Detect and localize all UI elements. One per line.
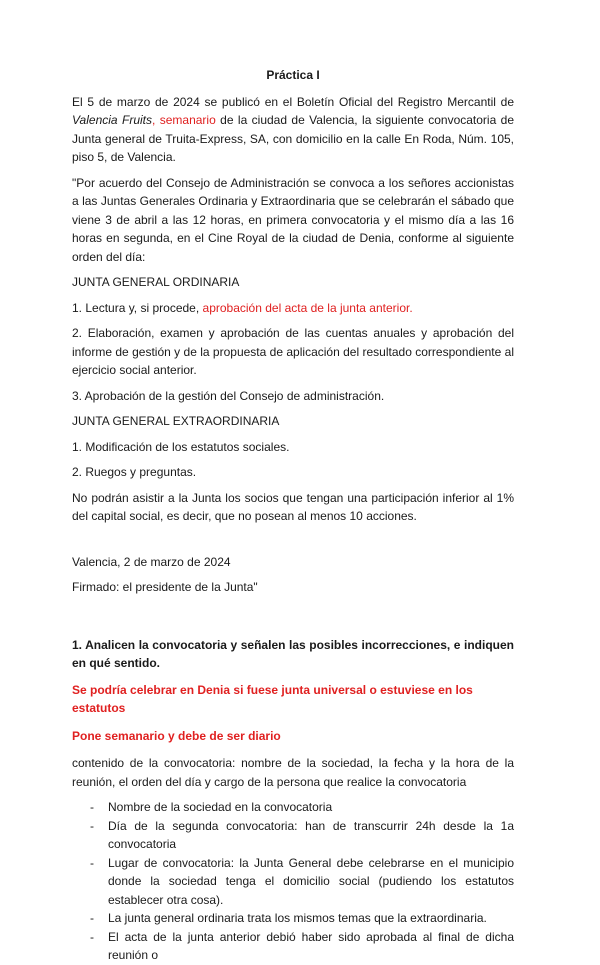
ordinaria-item-1 xyxy=(72,299,514,318)
page-title: Práctica I xyxy=(266,68,320,82)
intro-text-2: de la ciudad de Valencia, la siguiente convocatoria de Junta general de Truita-Express, SA, con domicilio en la calle En Roda, Núm. 105, piso 5, de Valencia. xyxy=(72,113,515,164)
dash-marker: - xyxy=(90,800,94,814)
list-item-text: Lugar de convocatoria: la Junta General debe celebrarse en el municipio donde la sociedad tenga el domicilio social (pudiendo los estatutos establecer otra cosa). xyxy=(108,855,514,907)
dash-marker: - xyxy=(90,818,94,833)
ordinaria-item-1-highlight: aprobación del acta de la junta anterior. xyxy=(202,300,413,315)
dash-marker: - xyxy=(90,855,94,870)
list-item-text: El acta de la junta anterior debió haber sido aprobada al final de dicha reunión o xyxy=(108,929,514,962)
answer-1: Se podría celebrar en Denia si fuese junta universal o estuviese en los estatutos xyxy=(72,682,473,715)
spacer xyxy=(72,533,514,553)
list-item-text: Día de la segunda convocatoria: han de transcurrir 24h desde la 1a convocatoria xyxy=(108,818,514,851)
list-item xyxy=(90,928,514,965)
signature-line: Firmado: el presidente de la Junta" xyxy=(72,580,258,594)
list-item-text: La junta general ordinaria trata los mismos temas que la extraordinaria. xyxy=(108,911,487,925)
announcement-paragraph: "Por acuerdo del Consejo de Administración se convoca a los señores accionistas a las Juntas Generales Ordinaria y Extraordinaria que se celebrarán el sábado que viene 3 de abril a las 12 horas, en primera convocatoria y el mismo día a las 16 horas en segunda, en el Cine Royal de la ciudad de Denia, conforme al siguiente orden del día: xyxy=(72,175,514,264)
answer-2: Pone semanario y debe de ser diario xyxy=(72,728,281,743)
intro-publication-name: Valencia Fruits xyxy=(72,113,152,127)
extraordinaria-heading: JUNTA GENERAL EXTRAORDINARIA xyxy=(72,414,280,428)
intro-text-1: El 5 de marzo de 2024 se publicó en el Boletín Oficial del Registro Mercantil de xyxy=(72,94,514,109)
notice-paragraph: No podrán asistir a la Junta los socios que tengan una participación inferior al 1% del capital social, es decir, que no posean al menos 10 acciones. xyxy=(72,490,514,523)
question-1: 1. Analicen la convocatoria y señalen las posibles incorrecciones, e indiquen en qué sentido. xyxy=(72,637,514,670)
dash-marker: - xyxy=(90,929,94,944)
extraordinaria-item-2: 2. Ruegos y preguntas. xyxy=(72,465,197,479)
bullet-list xyxy=(72,798,514,965)
intro-paragraph xyxy=(72,93,514,167)
list-item-text: Nombre de la sociedad en la convocatoria xyxy=(108,800,333,814)
intro-highlight-semanario: , semanario xyxy=(152,113,216,127)
spacer xyxy=(72,604,514,624)
ordinaria-item-3: 3. Aprobación de la gestión del Consejo de administración. xyxy=(72,388,385,403)
place-date: Valencia, 2 de marzo de 2024 xyxy=(72,554,231,569)
list-item xyxy=(90,854,514,910)
ordinaria-heading: JUNTA GENERAL ORDINARIA xyxy=(72,275,240,289)
ordinaria-item-1-text: 1. Lectura y, si procede, xyxy=(72,300,203,315)
list-item xyxy=(90,909,514,928)
list-item xyxy=(90,798,514,817)
ordinaria-item-2: 2. Elaboración, examen y aprobación de las cuentas anuales y aprobación del informe de gestión y de la propuesta de aplicación del resultado correspondiente al ejercicio social anterior. xyxy=(72,326,514,377)
extraordinaria-item-1: 1. Modificación de los estatutos sociales. xyxy=(72,439,290,454)
dash-marker: - xyxy=(90,911,94,925)
content-paragraph: contenido de la convocatoria: nombre de la sociedad, la fecha y la hora de la reunión, el orden del día y cargo de la persona que realice la convocatoria xyxy=(72,756,514,789)
